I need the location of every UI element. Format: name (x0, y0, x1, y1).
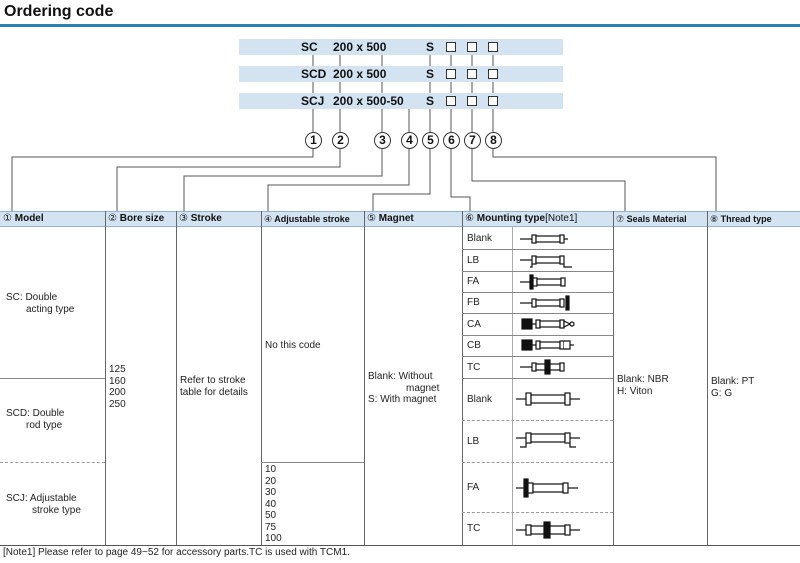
row-divider (462, 292, 613, 293)
bore-size-list (109, 364, 126, 410)
adjustable-none: No this code (265, 340, 321, 351)
code-magnet-letter: S (426, 94, 435, 108)
trunnion-cylinder-icon (518, 358, 578, 376)
row-divider (462, 462, 613, 463)
marker-circle-7: 7 (464, 132, 481, 149)
seals-cell (617, 374, 669, 397)
header-adjustable-stroke (264, 212, 350, 226)
row-divider (462, 420, 613, 421)
code-prefix: SCD (301, 67, 327, 81)
header-label: Bore size (119, 213, 165, 224)
connector-lines (0, 0, 800, 230)
header-label: Stroke (190, 213, 222, 224)
row-divider (462, 313, 613, 314)
adjustable-value: 50 (265, 510, 277, 521)
header-num: ② (108, 213, 117, 224)
mounting-label: Blank (467, 233, 493, 244)
mounting-label: FB (467, 297, 480, 308)
adjustable-value: 10 (265, 464, 277, 475)
column-divider (613, 211, 614, 545)
code-prefix: SC (301, 40, 318, 54)
row-divider (462, 271, 613, 272)
model-code-line: SC: Double (6, 292, 58, 303)
model-scj (6, 493, 81, 516)
row-divider (462, 249, 613, 250)
code-magnet-letter: S (426, 40, 435, 54)
double-rod-flange-icon (514, 476, 584, 500)
double-clevis-cylinder-icon (518, 337, 578, 354)
model-sc (6, 292, 74, 315)
header-num: ④ (264, 214, 273, 224)
header-model (3, 212, 44, 226)
mounting-inner-divider (512, 227, 513, 545)
row-divider (462, 378, 613, 379)
row-divider (462, 335, 613, 336)
header-num: ① (3, 213, 12, 224)
basic-cylinder-icon (518, 231, 578, 247)
bore-size-value: 200 (109, 387, 126, 398)
magnet-option: Blank: Without (368, 371, 433, 382)
thread-option: Blank: PT (711, 376, 755, 387)
model-code-line: SCD: Double (6, 408, 65, 419)
single-clevis-cylinder-icon (518, 316, 578, 333)
mounting-label: CB (467, 340, 481, 351)
header-num: ⑦ (616, 214, 625, 224)
header-thread-type (710, 212, 772, 226)
mounting-label: CA (467, 319, 481, 330)
marker-circle-1: 1 (305, 132, 322, 149)
header-seals-material (616, 212, 687, 226)
magnet-cell (368, 371, 439, 406)
header-label: Model (14, 213, 44, 224)
adjustable-value: 100 (265, 533, 282, 544)
model-desc-line: stroke type (32, 504, 81, 516)
column-divider (176, 211, 177, 545)
header-num: ⑥ (465, 213, 474, 224)
column-divider (105, 211, 106, 545)
adjustable-value: 40 (265, 498, 277, 510)
stroke-cell (180, 375, 248, 398)
marker-circle-4: 4 (401, 132, 418, 149)
bore-size-value: 160 (109, 375, 126, 387)
mounting-label: LB (467, 436, 480, 447)
row-divider (261, 462, 364, 463)
mounting-label: FA (467, 482, 480, 493)
marker-circle-2: 2 (332, 132, 349, 149)
front-flange-cylinder-icon (518, 273, 578, 291)
adjustable-value: 75 (265, 521, 277, 533)
code-dims: 200 x 500-50 (333, 94, 404, 108)
code-magnet-letter: S (426, 67, 435, 81)
marker-circle-6: 6 (443, 132, 460, 149)
double-rod-trunnion-icon (514, 519, 584, 541)
header-label: Thread type (720, 214, 772, 224)
bore-size-value: 125 (109, 364, 126, 375)
header-mounting-type (465, 212, 577, 226)
stroke-text-line: table for details (180, 386, 248, 398)
page-title: Ordering code (4, 3, 114, 20)
thread-option: G: G (711, 387, 733, 399)
rear-flange-cylinder-icon (518, 294, 578, 312)
seals-option: H: Viton (617, 385, 653, 397)
foot-mount-cylinder-icon (518, 252, 578, 270)
footnote: [Note1] Please refer to page 49~52 for accessory parts.TC is used with TCM1. (3, 547, 350, 558)
marker-circle-5: 5 (422, 132, 439, 149)
header-num: ③ (179, 213, 188, 224)
seals-option: Blank: NBR (617, 374, 669, 385)
header-num: ⑤ (367, 213, 376, 224)
model-scd (6, 408, 64, 431)
model-desc-line: acting type (26, 303, 75, 315)
double-rod-cylinder-icon (514, 388, 584, 410)
header-stroke (179, 212, 222, 226)
header-label: Seals Material (626, 214, 687, 224)
header-magnet (367, 212, 414, 226)
stroke-text-line: Refer to stroke (180, 375, 246, 386)
column-divider (707, 211, 708, 545)
adjustable-value: 20 (265, 475, 277, 487)
adjustable-values (265, 464, 282, 545)
code-dims: 200 x 500 (333, 40, 387, 54)
header-bore-size (108, 212, 164, 226)
row-divider (0, 378, 105, 379)
row-divider (0, 462, 105, 463)
header-label: Adjustable stroke (274, 214, 350, 224)
mounting-label: TC (467, 362, 481, 373)
bore-size-value: 250 (109, 398, 126, 410)
thread-cell (711, 376, 754, 399)
table-bottom-border (0, 545, 800, 546)
code-prefix: SCJ (301, 94, 325, 108)
header-label: Mounting type (476, 213, 546, 224)
row-divider (462, 512, 613, 513)
header-num: ⑧ (710, 214, 719, 224)
header-label: Magnet (378, 213, 414, 224)
header-note-ref: [Note1] (545, 213, 578, 224)
mounting-label: TC (467, 523, 481, 534)
mounting-label: FA (467, 276, 480, 287)
model-desc-line: rod type (26, 419, 63, 431)
column-divider (364, 211, 365, 545)
marker-circle-3: 3 (374, 132, 391, 149)
magnet-option: S: With magnet (368, 394, 437, 405)
model-code-line: SCJ: Adjustable (6, 493, 77, 504)
mounting-label: LB (467, 255, 480, 266)
mounting-label: Blank (467, 394, 493, 405)
column-divider (261, 211, 262, 545)
double-rod-foot-mount-icon (514, 428, 584, 450)
marker-circle-8: 8 (485, 132, 502, 149)
row-divider (462, 356, 613, 357)
code-dims: 200 x 500 (333, 67, 387, 81)
adjustable-value: 30 (265, 487, 277, 498)
magnet-option: magnet (406, 382, 440, 394)
